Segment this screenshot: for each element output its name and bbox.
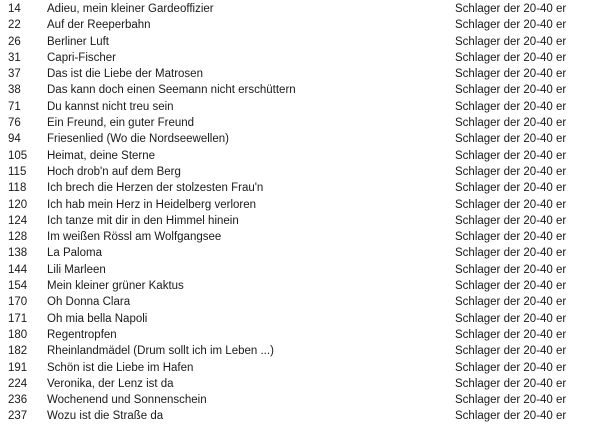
song-genre: Schlager der 20-40 er (455, 231, 567, 244)
song-genre: Schlager der 20-40 er (455, 296, 567, 309)
song-title: Veronika, der Lenz ist da (47, 377, 174, 390)
song-row (0, 82, 608, 98)
song-number: 128 (8, 231, 28, 244)
song-number: 14 (8, 3, 21, 15)
song-genre: Schlager der 20-40 er (455, 198, 567, 211)
song-title: Hoch drob'n auf dem Berg (47, 165, 181, 178)
song-number: 26 (8, 35, 21, 48)
song-row (0, 213, 608, 229)
song-row (0, 50, 608, 66)
song-number: 138 (8, 247, 28, 260)
song-number: 94 (8, 133, 21, 146)
song-genre: Schlager der 20-40 er (455, 3, 567, 15)
song-row (0, 180, 608, 196)
song-row (0, 131, 608, 147)
song-title: Friesenlied (Wo die Nordseewellen) (47, 133, 229, 146)
song-number: 171 (8, 312, 28, 325)
song-number: 115 (8, 165, 27, 178)
song-genre: Schlager der 20-40 er (455, 312, 567, 325)
song-row (0, 229, 608, 245)
song-row (0, 66, 608, 82)
song-number: 236 (8, 394, 28, 407)
song-title: La Paloma (47, 247, 102, 260)
song-row (0, 1, 608, 17)
song-number: 191 (8, 361, 28, 374)
song-row (0, 262, 608, 278)
song-title: Du kannst nicht treu sein (47, 100, 174, 113)
song-row (0, 360, 608, 376)
song-number: 71 (8, 100, 21, 113)
song-title: Capri-Fischer (47, 51, 117, 64)
song-row (0, 343, 608, 359)
song-genre: Schlager der 20-40 er (455, 165, 567, 178)
song-title: Ein Freund, ein guter Freund (47, 117, 195, 130)
song-genre: Schlager der 20-40 er (455, 35, 567, 48)
song-row (0, 376, 608, 392)
song-number: 22 (8, 19, 21, 32)
song-number: 118 (8, 182, 27, 195)
song-genre: Schlager der 20-40 er (455, 100, 567, 113)
song-number: 120 (8, 198, 28, 211)
song-title: Ich brech die Herzen der stolzesten Frau'n (47, 182, 264, 195)
song-number: 38 (8, 84, 21, 97)
song-row (0, 164, 608, 180)
song-genre: Schlager der 20-40 er (455, 84, 567, 97)
song-number: 180 (8, 328, 28, 341)
song-title: Regentropfen (47, 328, 117, 341)
song-number: 154 (8, 280, 28, 293)
song-row (0, 197, 608, 213)
song-genre: Schlager der 20-40 er (455, 247, 567, 260)
song-title: Das ist die Liebe der Matrosen (47, 68, 203, 81)
song-genre: Schlager der 20-40 er (455, 328, 567, 341)
song-genre: Schlager der 20-40 er (455, 133, 567, 146)
song-title: Berliner Luft (47, 35, 110, 48)
song-genre: Schlager der 20-40 er (455, 394, 567, 407)
song-number: 76 (8, 117, 21, 130)
song-row (0, 294, 608, 310)
song-number: 31 (8, 51, 21, 64)
song-title: Wochenend und Sonnenschein (47, 394, 207, 407)
song-list (0, 1, 608, 425)
song-title: Im weißen Rössl am Wolfgangsee (47, 231, 222, 244)
song-row (0, 245, 608, 261)
song-title: Oh mia bella Napoli (47, 312, 148, 325)
song-number: 37 (8, 68, 21, 81)
song-genre: Schlager der 20-40 er (455, 19, 567, 32)
song-number: 182 (8, 345, 28, 358)
song-row (0, 392, 608, 408)
song-row (0, 148, 608, 164)
song-title: Ich hab mein Herz in Heidelberg verloren (47, 198, 257, 211)
song-number: 144 (8, 263, 28, 276)
song-row (0, 34, 608, 50)
song-genre: Schlager der 20-40 er (455, 345, 567, 358)
song-genre: Schlager der 20-40 er (455, 68, 567, 81)
song-title: Ich tanze mit dir in den Himmel hinein (47, 214, 239, 227)
song-number: 237 (8, 410, 28, 423)
song-number: 170 (8, 296, 28, 309)
song-genre: Schlager der 20-40 er (455, 51, 567, 64)
song-title: Auf der Reeperbahn (47, 19, 151, 32)
song-genre: Schlager der 20-40 er (455, 280, 567, 293)
song-genre: Schlager der 20-40 er (455, 263, 567, 276)
song-genre: Schlager der 20-40 er (455, 117, 567, 130)
song-row (0, 278, 608, 294)
song-genre: Schlager der 20-40 er (455, 410, 567, 423)
song-genre: Schlager der 20-40 er (455, 149, 567, 162)
song-row (0, 327, 608, 343)
song-genre: Schlager der 20-40 er (455, 214, 567, 227)
song-title: Adieu, mein kleiner Gardeoffizier (47, 3, 214, 15)
song-title: Lili Marleen (47, 263, 106, 276)
song-row (0, 408, 608, 424)
song-title: Das kann doch einen Seemann nicht erschüttern (47, 84, 296, 97)
song-number: 105 (8, 149, 28, 162)
song-number: 124 (8, 214, 28, 227)
song-row (0, 99, 608, 115)
song-row (0, 115, 608, 131)
song-number: 224 (8, 377, 28, 390)
song-row (0, 17, 608, 33)
song-genre: Schlager der 20-40 er (455, 377, 567, 390)
song-title: Rheinlandmädel (Drum sollt ich im Leben ...) (47, 345, 274, 358)
song-row (0, 311, 608, 327)
song-genre: Schlager der 20-40 er (455, 361, 567, 374)
song-title: Schön ist die Liebe im Hafen (47, 361, 194, 374)
song-title: Mein kleiner grüner Kaktus (47, 280, 184, 293)
song-title: Heimat, deine Sterne (47, 149, 156, 162)
song-genre: Schlager der 20-40 er (455, 182, 567, 195)
song-title: Wozu ist die Straße da (47, 410, 164, 423)
song-title: Oh Donna Clara (47, 296, 131, 309)
